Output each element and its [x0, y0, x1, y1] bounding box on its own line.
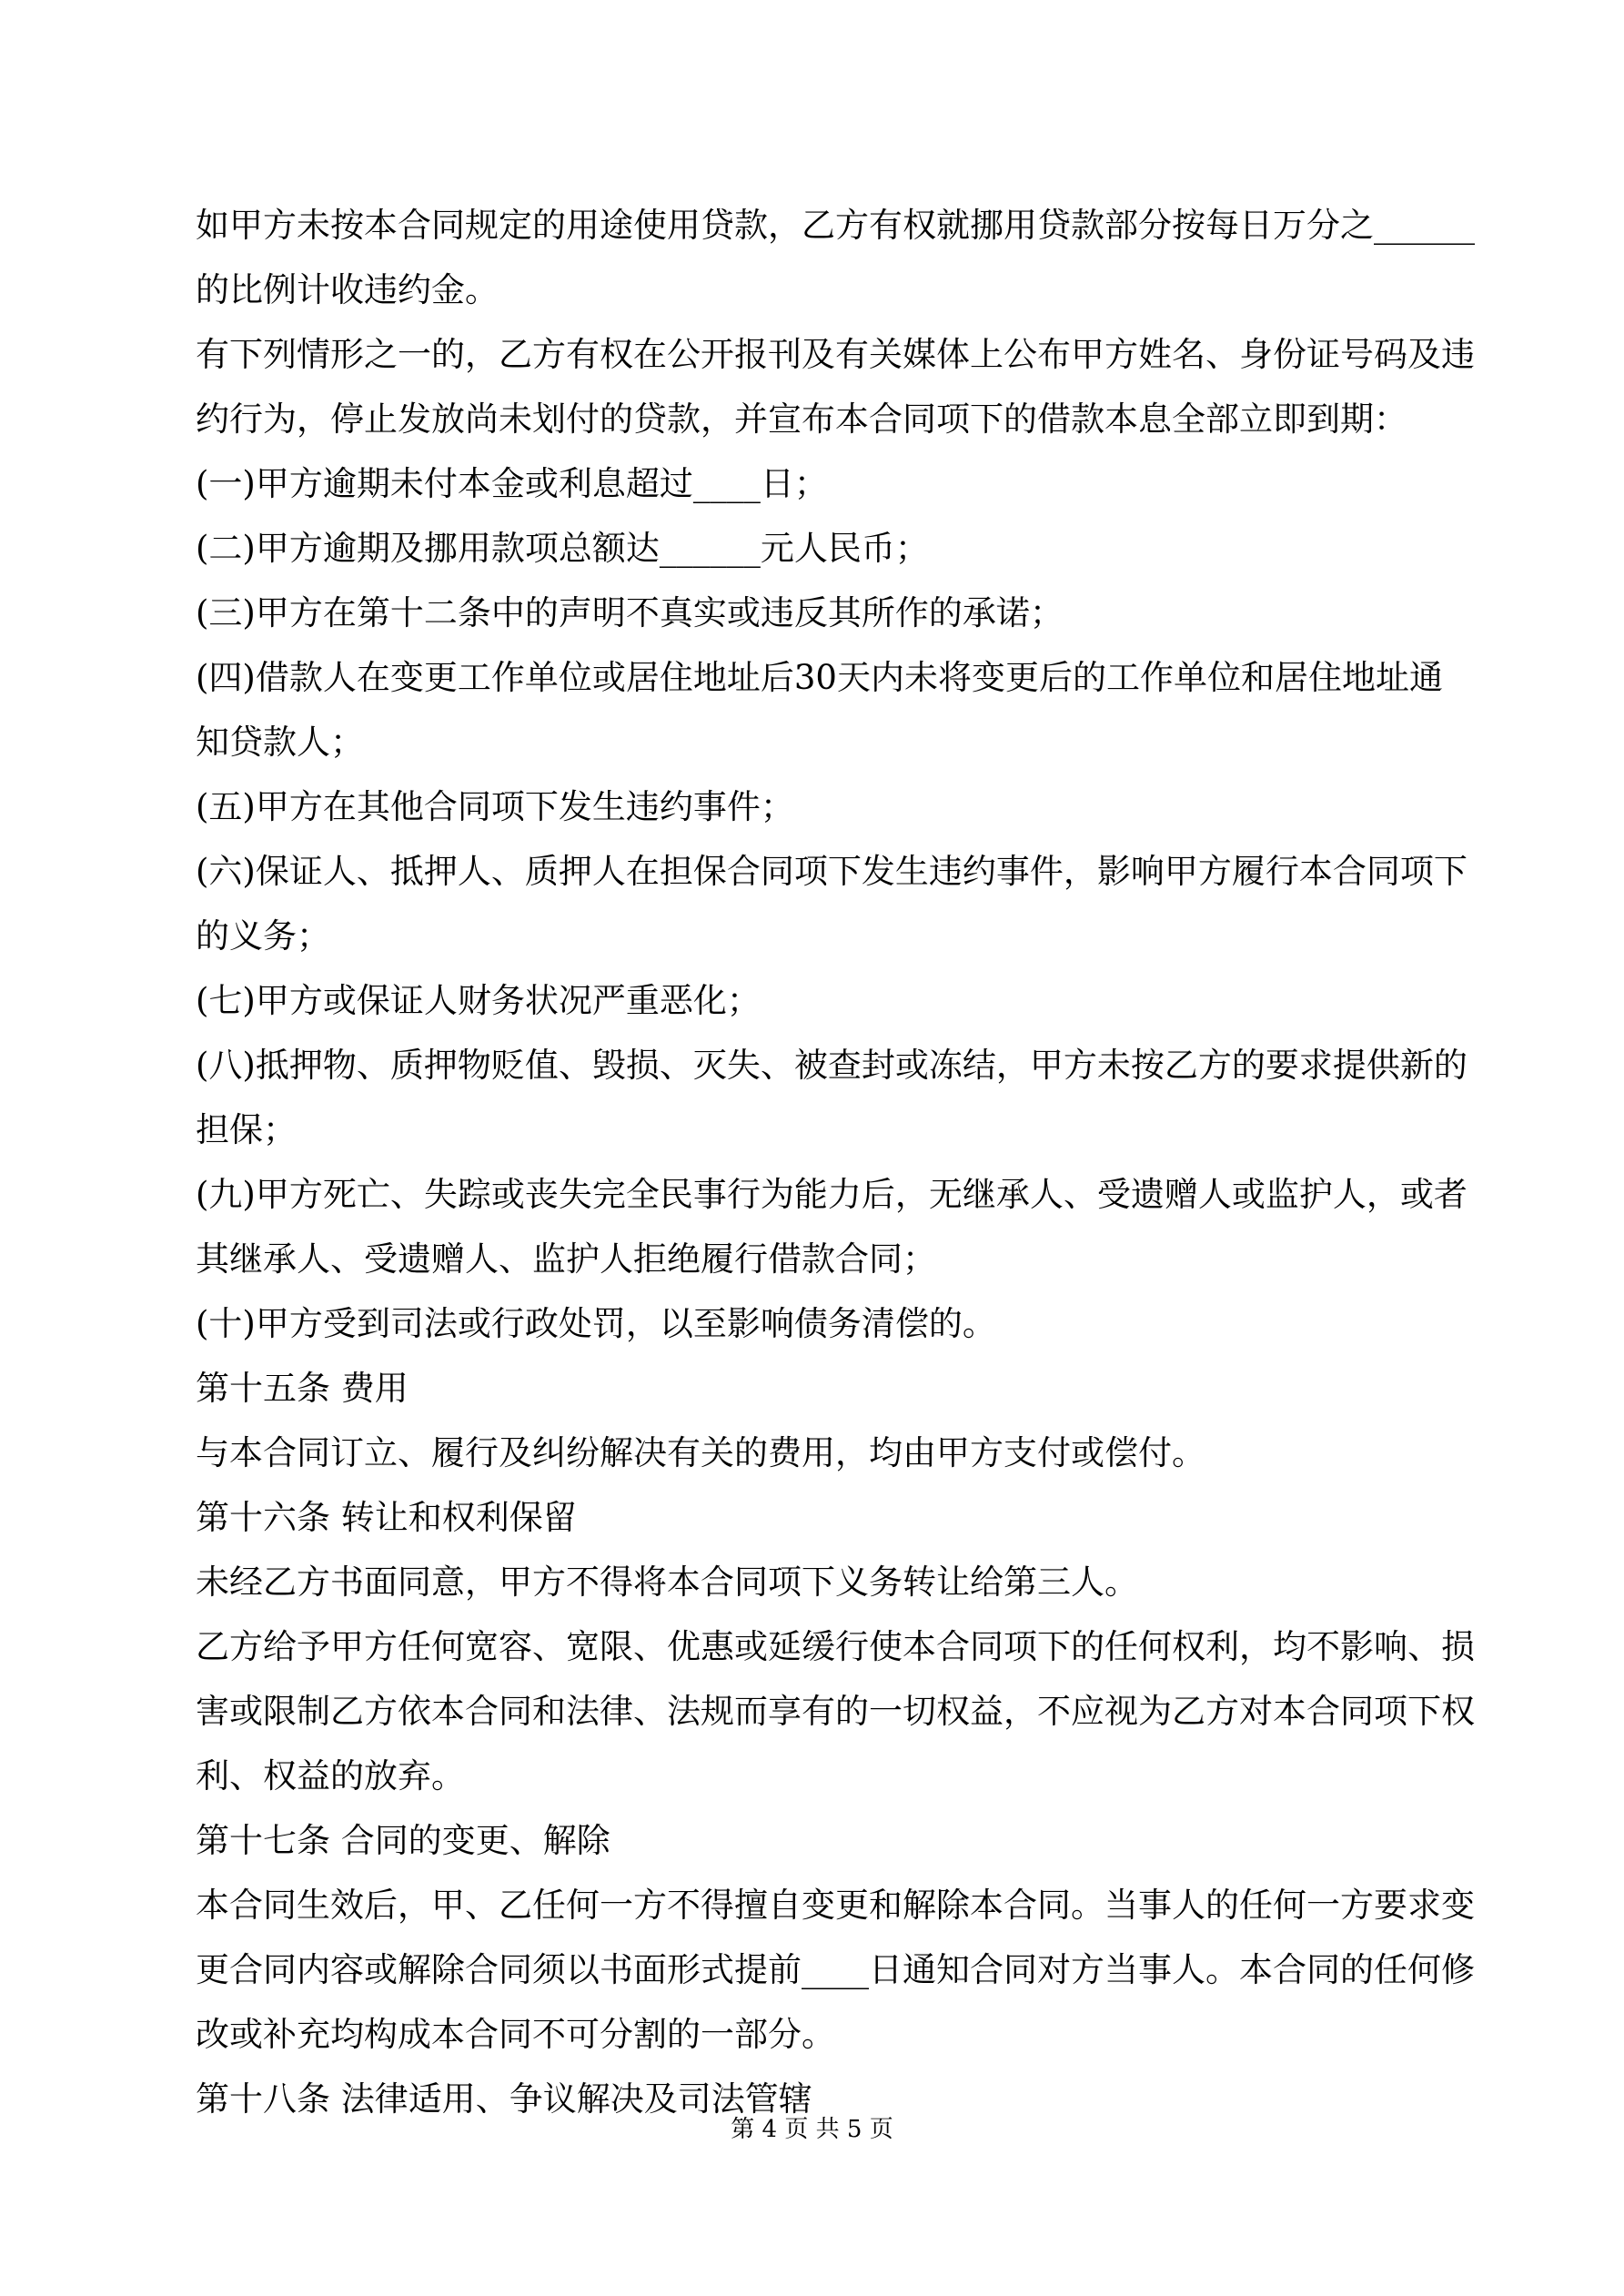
list-item: (五)甲方在其他合同项下发生违约事件；: [196, 787, 794, 826]
text-line: 乙方给予甲方任何宽容、宽限、优惠或延缓行使本合同项下的任何权利，均不影响、损: [196, 1627, 1475, 1666]
text-line: 改或补充均构成本合同不可分割的一部分。: [196, 2015, 835, 2054]
section-heading: 第十五条 费用: [196, 1369, 409, 1408]
text-line: 约行为，停止发放尚未划付的贷款，并宣布本合同项下的借款本息全部立即到期：: [196, 400, 1407, 439]
text-line: 如甲方未按本合同规定的用途使用贷款，乙方有权就挪用贷款部分按每日万分之______: [196, 206, 1475, 245]
section-heading: 第十七条 合同的变更、解除: [196, 1821, 610, 1860]
text-line: 其继承人、受遗赠人、监护人拒绝履行借款合同；: [196, 1239, 936, 1279]
page-number-footer: 第 4 页 共 5 页: [731, 2116, 893, 2143]
text-line: 的义务；: [196, 916, 330, 956]
text-line: 更合同内容或解除合同须以书面形式提前____日通知合同对方当事人。本合同的任何修: [196, 1950, 1475, 1989]
text-line: 担保；: [196, 1110, 297, 1149]
document-body: [196, 193, 1475, 2131]
text-line: 知贷款人；: [196, 723, 364, 762]
text-line: 未经乙方书面同意，甲方不得将本合同项下义务转让给第三人。: [196, 1563, 1138, 1602]
text-line: 有下列情形之一的，乙方有权在公开报刊及有关媒体上公布甲方姓名、身份证号码及违: [196, 335, 1475, 374]
section-heading: 第十八条 法律适用、争议解决及司法管辖: [196, 2079, 812, 2119]
list-item: (八)抵押物、质押物贬值、毁损、灭失、被查封或冻结，甲方未按乙方的要求提供新的: [196, 1046, 1468, 1085]
text-line: 本合同生效后，甲、乙任何一方不得擅自变更和解除本合同。当事人的任何一方要求变: [196, 1886, 1475, 1925]
list-item: (三)甲方在第十二条中的声明不真实或违反其所作的承诺；: [196, 593, 1064, 632]
text-line: 害或限制乙方依本合同和法律、法规而享有的一切权益，不应视为乙方对本合同项下权: [196, 1692, 1475, 1731]
list-item: (六)保证人、抵押人、质押人在担保合同项下发生违约事件，影响甲方履行本合同项下: [196, 852, 1468, 891]
list-item: (一)甲方逾期未付本金或利息超过____日；: [196, 464, 828, 503]
list-item: (十)甲方受到司法或行政处罚，以至影响债务清偿的。: [196, 1304, 996, 1343]
list-item: (二)甲方逾期及挪用款项总额达______元人民币；: [196, 529, 929, 568]
list-item: (七)甲方或保证人财务状况严重恶化；: [196, 981, 761, 1020]
section-heading: 第十六条 转让和权利保留: [196, 1498, 577, 1537]
list-item: (九)甲方死亡、失踪或丧失完全民事行为能力后，无继承人、受遗赠人或监护人，或者: [196, 1175, 1468, 1214]
text-line: 的比例计收违约金。: [196, 270, 499, 309]
list-item: (四)借款人在变更工作单位或居住地址后30天内未将变更后的工作单位和居住地址通: [196, 658, 1443, 697]
text-line: 利、权益的放弃。: [196, 1756, 465, 1795]
text-line: 与本合同订立、履行及纠纷解决有关的费用，均由甲方支付或偿付。: [196, 1433, 1205, 1472]
